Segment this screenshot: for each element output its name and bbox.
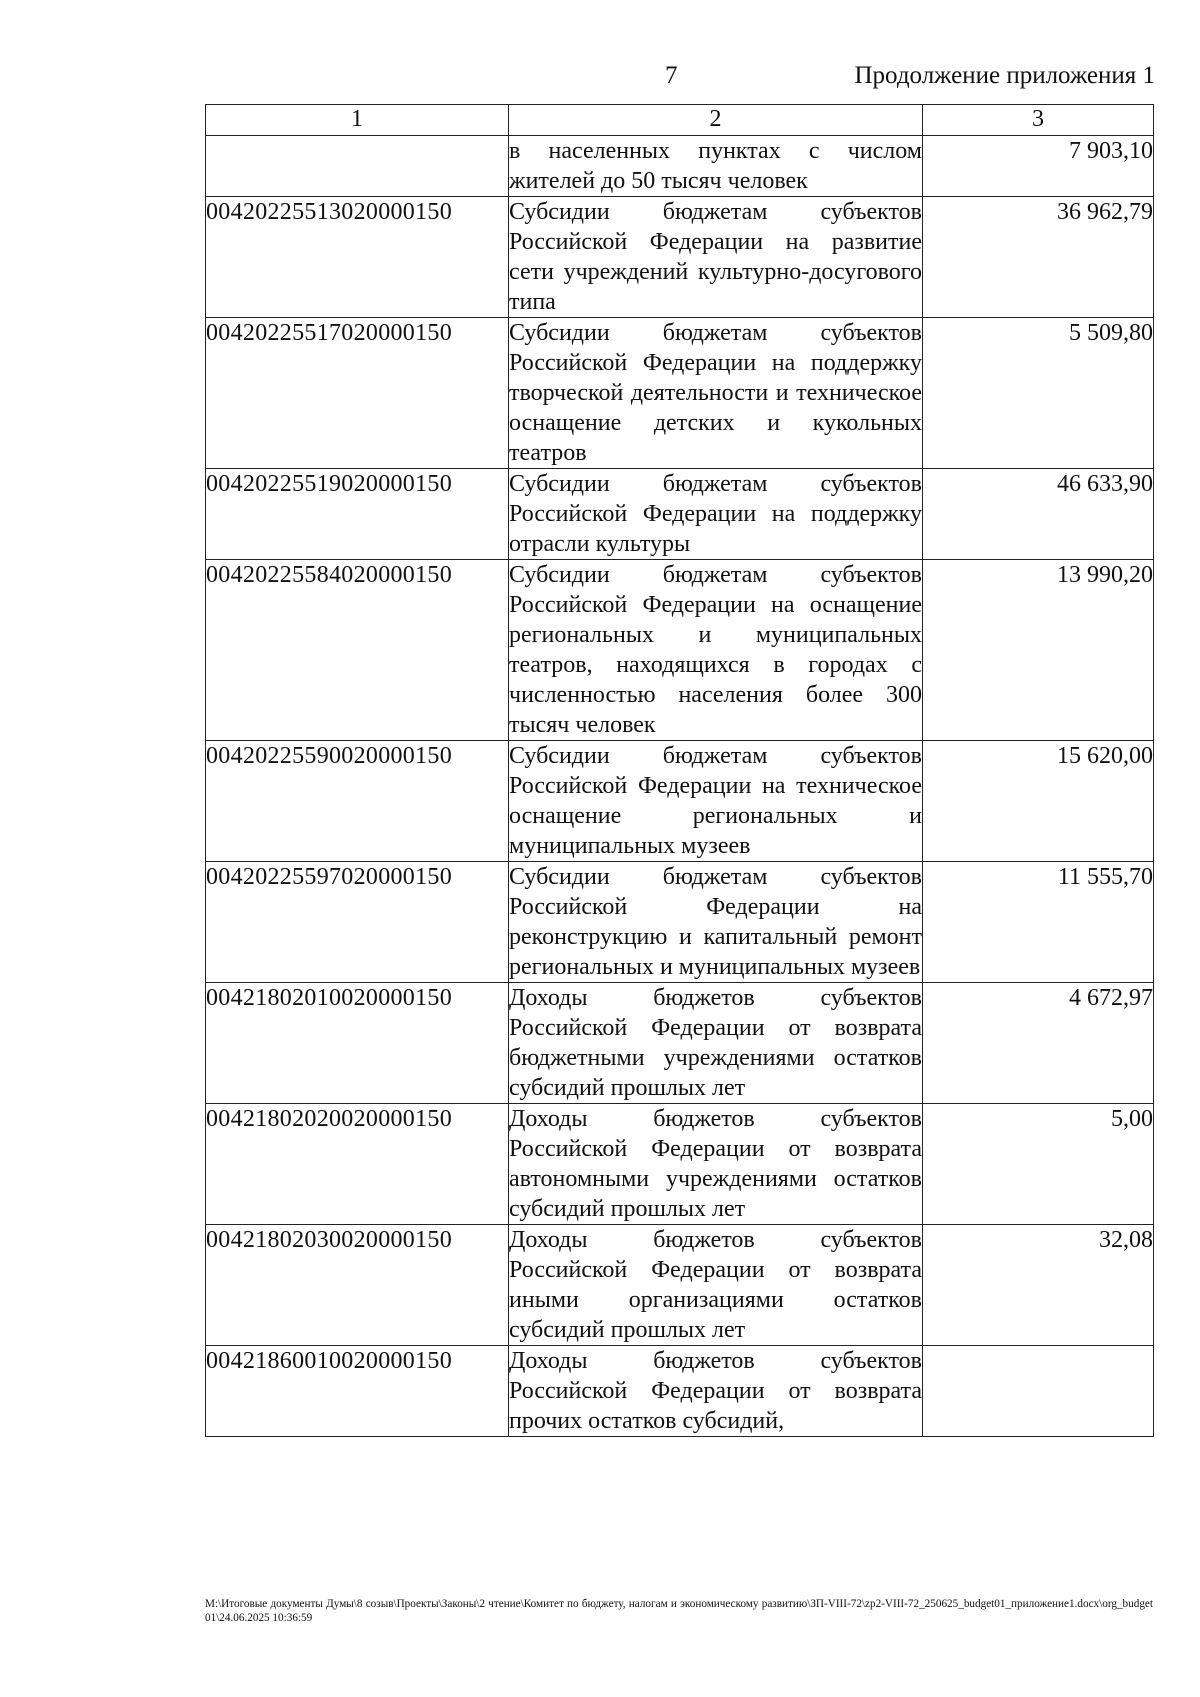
row-description: Субсидии бюджетам субъектов Российской Федерации на поддержку отрасли культуры [509,469,923,560]
budget-table [205,104,1154,1437]
row-code: 00420225590020000150 [206,741,509,862]
row-amount: 4 672,97 [923,983,1154,1104]
row-amount: 46 633,90 [923,469,1154,560]
row-code [206,136,509,197]
row-amount: 32,08 [923,1225,1154,1346]
row-code: 00421802010020000150 [206,983,509,1104]
row-description: Доходы бюджетов субъектов Российской Федерации от возврата иными организациями остатков субсидий прошлых лет [509,1225,923,1346]
row-code: 00420225597020000150 [206,862,509,983]
row-description: Субсидии бюджетам субъектов Российской Федерации на развитие сети учреждений культурно-досугового типа [509,197,923,318]
row-description: Доходы бюджетов субъектов Российской Федерации от возврата бюджетными учреждениями остатков субсидий прошлых лет [509,983,923,1104]
column-header-code: 1 [206,105,509,136]
row-amount: 15 620,00 [923,741,1154,862]
row-amount: 36 962,79 [923,197,1154,318]
table-row [206,1104,1154,1225]
row-description: в населенных пунктах с числом жителей до 50 тысяч человек [509,136,923,197]
row-description: Субсидии бюджетам субъектов Российской Федерации на реконструкцию и капитальный ремонт региональных и муниципальных музеев [509,862,923,983]
row-amount: 11 555,70 [923,862,1154,983]
column-header-description: 2 [509,105,923,136]
table-row [206,197,1154,318]
row-amount [923,1346,1154,1437]
page-number: 7 [665,62,678,89]
row-code: 00420225513020000150 [206,197,509,318]
row-code: 00420225517020000150 [206,318,509,469]
row-code: 00420225584020000150 [206,560,509,741]
table-row [206,318,1154,469]
table-row [206,983,1154,1104]
row-amount: 7 903,10 [923,136,1154,197]
table-row [206,560,1154,741]
column-header-amount: 3 [923,105,1154,136]
row-code: 00421802030020000150 [206,1225,509,1346]
row-description: Субсидии бюджетам субъектов Российской Федерации на оснащение региональных и муниципальных театров, находящихся в городах с численностью населения более 300 тысяч человек [509,560,923,741]
row-code: 00421802020020000150 [206,1104,509,1225]
table-row [206,1346,1154,1437]
row-description: Субсидии бюджетам субъектов Российской Федерации на техническое оснащение региональных и муниципальных музеев [509,741,923,862]
row-description: Субсидии бюджетам субъектов Российской Федерации на поддержку творческой деятельности и техническое оснащение детских и кукольных театров [509,318,923,469]
table-row [206,136,1154,197]
row-amount: 5 509,80 [923,318,1154,469]
row-code: 00421860010020000150 [206,1346,509,1437]
continuation-label: Продолжение приложения 1 [854,62,1155,89]
table-row [206,469,1154,560]
row-amount: 13 990,20 [923,560,1154,741]
table-row [206,741,1154,862]
row-description: Доходы бюджетов субъектов Российской Федерации от возврата автономными учреждениями остатков субсидий прошлых лет [509,1104,923,1225]
table-row [206,862,1154,983]
row-code: 00420225519020000150 [206,469,509,560]
table-header-row [206,105,1154,136]
footer-file-path: M:\Итоговые документы Думы\8 созыв\Проекты\Законы\2 чтение\Комитет по бюджету, налогам и экономическому развитию\ЗП-VIII-72\zp2-VIII-72_250625_budget01_приложение1.docx\org_budget01\24.06.2025 10:36:59 [205,1598,1153,1624]
table-row [206,1225,1154,1346]
row-description: Доходы бюджетов субъектов Российской Федерации от возврата прочих остатков субсидий, [509,1346,923,1437]
row-amount: 5,00 [923,1104,1154,1225]
